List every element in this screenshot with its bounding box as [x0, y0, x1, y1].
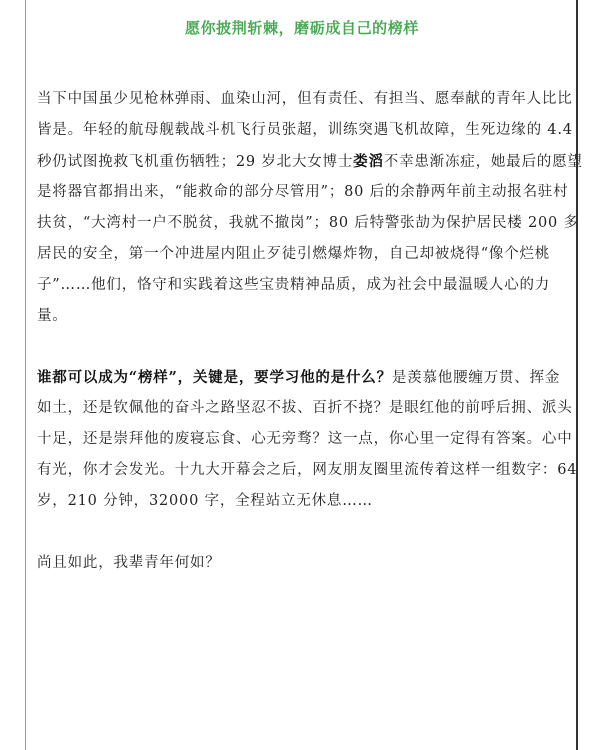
bold-lead-sentence: 谁都可以成为“榜样”，关键是，要学习他的是什么？	[37, 369, 392, 386]
text-segment: 是羡慕他腰缠万贯、挥金	[391, 370, 561, 386]
text-line: 量。	[37, 308, 68, 324]
text-line: 皆是。年轻的航母舰载战斗机飞行员张超，训练突遇飞机故障，生死边缘的 4.4	[37, 122, 573, 138]
bold-name: 娄滔	[353, 153, 384, 170]
text-line: 尚且如此，我辈青年何如？	[37, 555, 221, 571]
text-line: 岁，210 分钟，32000 字，全程站立无休息……	[37, 493, 373, 509]
document-title: 愿你披荆斩棘，磨砺成自己的榜样	[184, 19, 419, 37]
text-line: 居民的安全，第一个冲进屋内阻止歹徒引燃爆炸物，自己却被烧得“像个烂桃	[37, 246, 551, 262]
text-line: 子”……他们，恪守和实践着这些宝贵精神品质，成为社会中最温暖人心的力	[37, 277, 551, 293]
paragraph-role-models	[37, 84, 583, 332]
text-segment: 秒仍试图挽救飞机重伤牺牲；29 岁北大女博士	[37, 154, 354, 170]
text-line: 如土，还是钦佩他的奋斗之路坚忍不拔、百折不挠？是眼红他的前呼后拥、派头	[37, 400, 573, 416]
document-page	[25, 0, 583, 750]
text-line: 十足，还是崇拜他的废寝忘食、心无旁骛？这一点，你心里一定得有答案。心中	[37, 431, 573, 447]
text-line	[37, 146, 583, 177]
text-segment: 不幸患渐冻症，她最后的愿望	[383, 154, 583, 170]
paragraph-what-to-learn	[37, 362, 578, 517]
paragraph-closing	[37, 548, 567, 579]
text-line: 扶贫，“大湾村一户不脱贫，我就不撤岗”；80 后特警张劼为保护居民楼 200 多	[37, 215, 579, 231]
text-line: 当下中国虽少见枪林弹雨、血染山河，但有责任、有担当、愿奉献的青年人比比	[37, 91, 573, 107]
text-line: 是将器官都捐出来，“能救命的部分尽管用”；80 后的余静两年前主动报名驻村	[37, 184, 569, 200]
text-line: 有光，你才会发光。十九大开幕会之后，网友朋友圈里流传着这样一组数字：64	[37, 462, 578, 478]
text-line	[37, 362, 567, 393]
